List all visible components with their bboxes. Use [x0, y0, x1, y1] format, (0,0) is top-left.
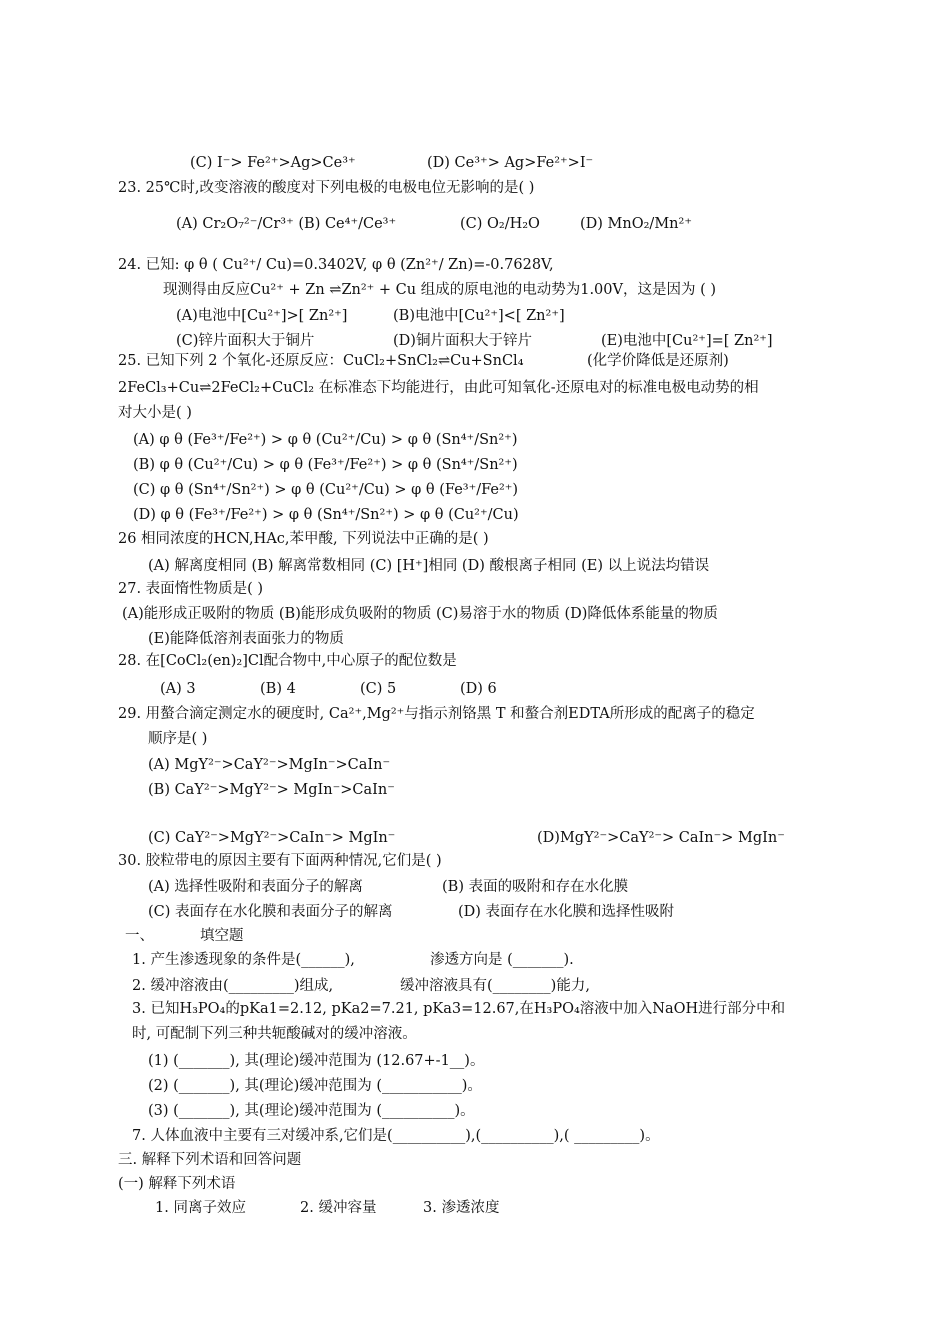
q24-option-d: (D)铜片面积大于锌片	[393, 333, 532, 349]
q29-stem-cont: 顺序是( )	[148, 731, 208, 747]
q23-stem: 23. 25℃时,改变溶液的酸度对下列电极的电极电位无影响的是( )	[118, 180, 535, 196]
q24-option-a: (A)电池中[Cu²⁺]>[ Zn²⁺]	[176, 308, 348, 324]
fill-2-b: 缓冲溶液具有(________)能力,	[400, 978, 590, 994]
term-3: 3. 渗透浓度	[423, 1200, 500, 1216]
q28-option-d: (D) 6	[460, 681, 497, 697]
q24-stem: 24. 已知: φ θ ( Cu²⁺/ Cu)=0.3402V, φ θ (Zn²⁺/ Zn)=-0.7628V,	[118, 257, 554, 273]
q29-option-a: (A) MgY²⁻>CaY²⁻>MgIn⁻>CaIn⁻	[148, 757, 391, 773]
fill-3-stem: 3. 已知H₃PO₄的pKa1=2.12, pKa2=7.21, pKa3=12.67,在H₃PO₄溶液中加入NaOH进行部分中和	[132, 1001, 786, 1017]
q28-option-b: (B) 4	[260, 681, 296, 697]
q29-stem: 29. 用螯合滴定测定水的硬度时, Ca²⁺,Mg²⁺与指示剂铬黑 T 和螯合剂EDTA所形成的配离子的稳定	[118, 706, 755, 722]
q26-options: (A) 解离度相同 (B) 解离常数相同 (C) [H⁺]相同 (D) 酸根离子相同 (E) 以上说法均错误	[148, 558, 710, 574]
q27-stem: 27. 表面惰性物质是( )	[118, 581, 264, 597]
fill-1-a: 1. 产生渗透现象的条件是(______),	[132, 952, 355, 968]
q22-option-d: (D) Ce³⁺> Ag>Fe²⁺>I⁻	[427, 155, 594, 171]
q30-option-a: (A) 选择性吸附和表面分子的解离	[148, 879, 363, 895]
q24-option-c: (C)锌片面积大于铜片	[176, 333, 315, 349]
q25-stem-cont: 2FeCl₃+Cu⇌2FeCl₂+CuCl₂ 在标准态下均能进行，由此可知氧化-还原电对的标准电极电动势的相	[118, 380, 759, 396]
fill-3-item-1: (1) (_______), 其(理论)缓冲范围为 (12.67+-1__)。	[148, 1053, 485, 1069]
q27-options: (A)能形成正吸附的物质 (B)能形成负吸附的物质 (C)易溶于水的物质 (D)降低体系能量的物质	[122, 606, 718, 622]
fill-7: 7. 人体血液中主要有三对缓冲系,它们是(__________),(__________),( _________)。	[132, 1128, 660, 1144]
q24-stem-cont: 现测得由反应Cu²⁺ + Zn ⇌Zn²⁺ + Cu 组成的原电池的电动势为1.00V，这是因为 ( )	[163, 282, 717, 298]
q30-option-b: (B) 表面的吸附和存在水化膜	[442, 879, 629, 895]
section-three-title: 三. 解释下列术语和回答问题	[118, 1152, 302, 1168]
q30-stem: 30. 胶粒带电的原因主要有下面两种情况,它们是( )	[118, 853, 442, 869]
fill-3-item-2: (2) (_______), 其(理论)缓冲范围为 (___________)。	[148, 1078, 482, 1094]
q28-stem: 28. 在[CoCl₂(en)₂]Cl配合物中,中心原子的配位数是	[118, 653, 457, 669]
q28-option-a: (A) 3	[160, 681, 196, 697]
q25-option-b: (B) φ θ (Cu²⁺/Cu) > φ θ (Fe³⁺/Fe²⁺) > φ θ (Sn⁴⁺/Sn²⁺)	[133, 457, 518, 473]
q23-options-ab: (A) Cr₂O₇²⁻/Cr³⁺ (B) Ce⁴⁺/Ce³⁺	[176, 216, 397, 232]
q26-stem: 26 相同浓度的HCN,HAc,苯甲酸, 下列说法中正确的是( )	[118, 531, 489, 547]
q22-option-c: (C) I⁻> Fe²⁺>Ag>Ce³⁺	[190, 155, 356, 171]
q27-option-e: (E)能降低溶剂表面张力的物质	[148, 631, 344, 647]
term-1: 1. 同离子效应	[155, 1200, 246, 1216]
term-2: 2. 缓冲容量	[300, 1200, 377, 1216]
q25-stem-end: 对大小是( )	[118, 405, 192, 421]
q25-note: (化学价降低是还原剂)	[587, 353, 729, 369]
q30-option-d: (D) 表面存在水化膜和选择性吸附	[458, 904, 675, 920]
fill-3-item-3: (3) (_______), 其(理论)缓冲范围为 (__________)。	[148, 1103, 475, 1119]
section-title-fill: 填空题	[200, 928, 244, 944]
q25-option-d: (D) φ θ (Fe³⁺/Fe²⁺) > φ θ (Sn⁴⁺/Sn²⁺) > φ θ (Cu²⁺/Cu)	[133, 507, 519, 523]
fill-3-stem-cont: 时, 可配制下列三种共轭酸碱对的缓冲溶液。	[132, 1026, 417, 1042]
q28-option-c: (C) 5	[360, 681, 397, 697]
q23-option-c: (C) O₂/H₂O	[460, 216, 540, 232]
q24-option-e: (E)电池中[Cu²⁺]=[ Zn²⁺]	[601, 333, 773, 349]
q30-option-c: (C) 表面存在水化膜和表面分子的解离	[148, 904, 393, 920]
q24-option-b: (B)电池中[Cu²⁺]<[ Zn²⁺]	[393, 308, 565, 324]
q25-stem: 25. 已知下列 2 个氧化-还原反应：CuCl₂+SnCl₂⇌Cu+SnCl₄	[118, 353, 524, 369]
subsection-title: (一) 解释下列术语	[118, 1176, 236, 1192]
q25-option-a: (A) φ θ (Fe³⁺/Fe²⁺) > φ θ (Cu²⁺/Cu) > φ θ (Sn⁴⁺/Sn²⁺)	[133, 432, 518, 448]
q29-option-b: (B) CaY²⁻>MgY²⁻> MgIn⁻>CaIn⁻	[148, 782, 395, 798]
q29-option-d: (D)MgY²⁻>CaY²⁻> CaIn⁻> MgIn⁻	[537, 830, 785, 846]
q25-option-c: (C) φ θ (Sn⁴⁺/Sn²⁺) > φ θ (Cu²⁺/Cu) > φ θ (Fe³⁺/Fe²⁺)	[133, 482, 519, 498]
q29-option-c: (C) CaY²⁻>MgY²⁻>CaIn⁻> MgIn⁻	[148, 830, 396, 846]
fill-1-b: 渗透方向是 (_______).	[430, 952, 574, 968]
section-number: 一、	[125, 928, 154, 944]
fill-2-a: 2. 缓冲溶液由(_________)组成,	[132, 978, 334, 994]
q23-option-d: (D) MnO₂/Mn²⁺	[580, 216, 692, 232]
